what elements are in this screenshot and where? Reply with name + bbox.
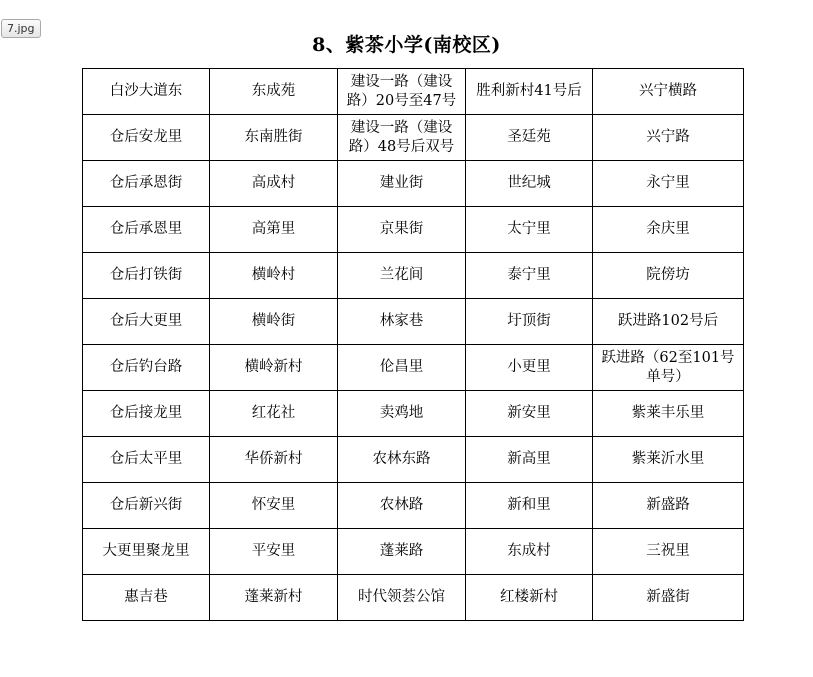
table-cell: 新安里: [466, 391, 593, 437]
street-table: [82, 68, 744, 621]
table-row: [83, 345, 744, 391]
table-cell: 仓后接龙里: [83, 391, 210, 437]
table-cell: 东南胜街: [210, 115, 338, 161]
table-cell: 白沙大道东: [83, 69, 210, 115]
table-cell: 跃进路102号后: [593, 299, 744, 345]
street-table-body: [83, 69, 744, 621]
table-cell: 华侨新村: [210, 437, 338, 483]
table-cell: 余庆里: [593, 207, 744, 253]
table-cell: 仓后打铁街: [83, 253, 210, 299]
table-cell: 伦昌里: [338, 345, 466, 391]
table-cell: 高成村: [210, 161, 338, 207]
table-cell: 建设一路（建设路）48号后双号: [338, 115, 466, 161]
table-row: [83, 483, 744, 529]
table-cell: 平安里: [210, 529, 338, 575]
table-cell: 仓后承恩街: [83, 161, 210, 207]
table-cell: 京果街: [338, 207, 466, 253]
table-cell: 惠吉巷: [83, 575, 210, 621]
table-row: [83, 253, 744, 299]
table-cell: 蓬莱路: [338, 529, 466, 575]
table-cell: 兰花间: [338, 253, 466, 299]
table-cell: 蓬莱新村: [210, 575, 338, 621]
table-cell: 泰宁里: [466, 253, 593, 299]
table-cell: 仓后安龙里: [83, 115, 210, 161]
table-cell: 新高里: [466, 437, 593, 483]
table-cell: 卖鸡地: [338, 391, 466, 437]
table-row: [83, 529, 744, 575]
table-row: [83, 207, 744, 253]
table-row: [83, 575, 744, 621]
table-row: [83, 115, 744, 161]
table-cell: 跃进路（62至101号单号）: [593, 345, 744, 391]
table-cell: 横岭新村: [210, 345, 338, 391]
table-cell: 新盛路: [593, 483, 744, 529]
table-row: [83, 391, 744, 437]
table-cell: 高第里: [210, 207, 338, 253]
table-cell: 红楼新村: [466, 575, 593, 621]
table-cell: 太宁里: [466, 207, 593, 253]
table-cell: 农林路: [338, 483, 466, 529]
table-cell: 仓后太平里: [83, 437, 210, 483]
table-row: [83, 161, 744, 207]
table-row: [83, 299, 744, 345]
table-cell: 横岭街: [210, 299, 338, 345]
table-cell: 时代领荟公馆: [338, 575, 466, 621]
table-cell: 建业街: [338, 161, 466, 207]
table-cell: 东成村: [466, 529, 593, 575]
table-cell: 紫莱沂水里: [593, 437, 744, 483]
table-row: [83, 437, 744, 483]
table-cell: 仓后承恩里: [83, 207, 210, 253]
file-name-tag[interactable]: 7.jpg: [1, 19, 41, 38]
table-cell: 院傍坊: [593, 253, 744, 299]
table-cell: 怀安里: [210, 483, 338, 529]
table-row: [83, 69, 744, 115]
table-cell: 林家巷: [338, 299, 466, 345]
table-cell: 紫莱丰乐里: [593, 391, 744, 437]
table-cell: 仓后新兴街: [83, 483, 210, 529]
table-cell: 三祝里: [593, 529, 744, 575]
table-cell: 永宁里: [593, 161, 744, 207]
table-cell: 小更里: [466, 345, 593, 391]
table-cell: 仓后大更里: [83, 299, 210, 345]
table-cell: 农林东路: [338, 437, 466, 483]
page-title: 8、紫茶小学(南校区): [312, 34, 501, 56]
table-cell: 兴宁横路: [593, 69, 744, 115]
table-cell: 世纪城: [466, 161, 593, 207]
table-cell: 圩顶街: [466, 299, 593, 345]
table-cell: 胜利新村41号后: [466, 69, 593, 115]
table-cell: 东成苑: [210, 69, 338, 115]
table-cell: 圣廷苑: [466, 115, 593, 161]
table-cell: 建设一路（建设路）20号至47号: [338, 69, 466, 115]
table-cell: 兴宁路: [593, 115, 744, 161]
table-cell: 仓后钓台路: [83, 345, 210, 391]
table-cell: 横岭村: [210, 253, 338, 299]
table-cell: 大更里聚龙里: [83, 529, 210, 575]
table-cell: 新和里: [466, 483, 593, 529]
table-cell: 红花社: [210, 391, 338, 437]
table-cell: 新盛街: [593, 575, 744, 621]
